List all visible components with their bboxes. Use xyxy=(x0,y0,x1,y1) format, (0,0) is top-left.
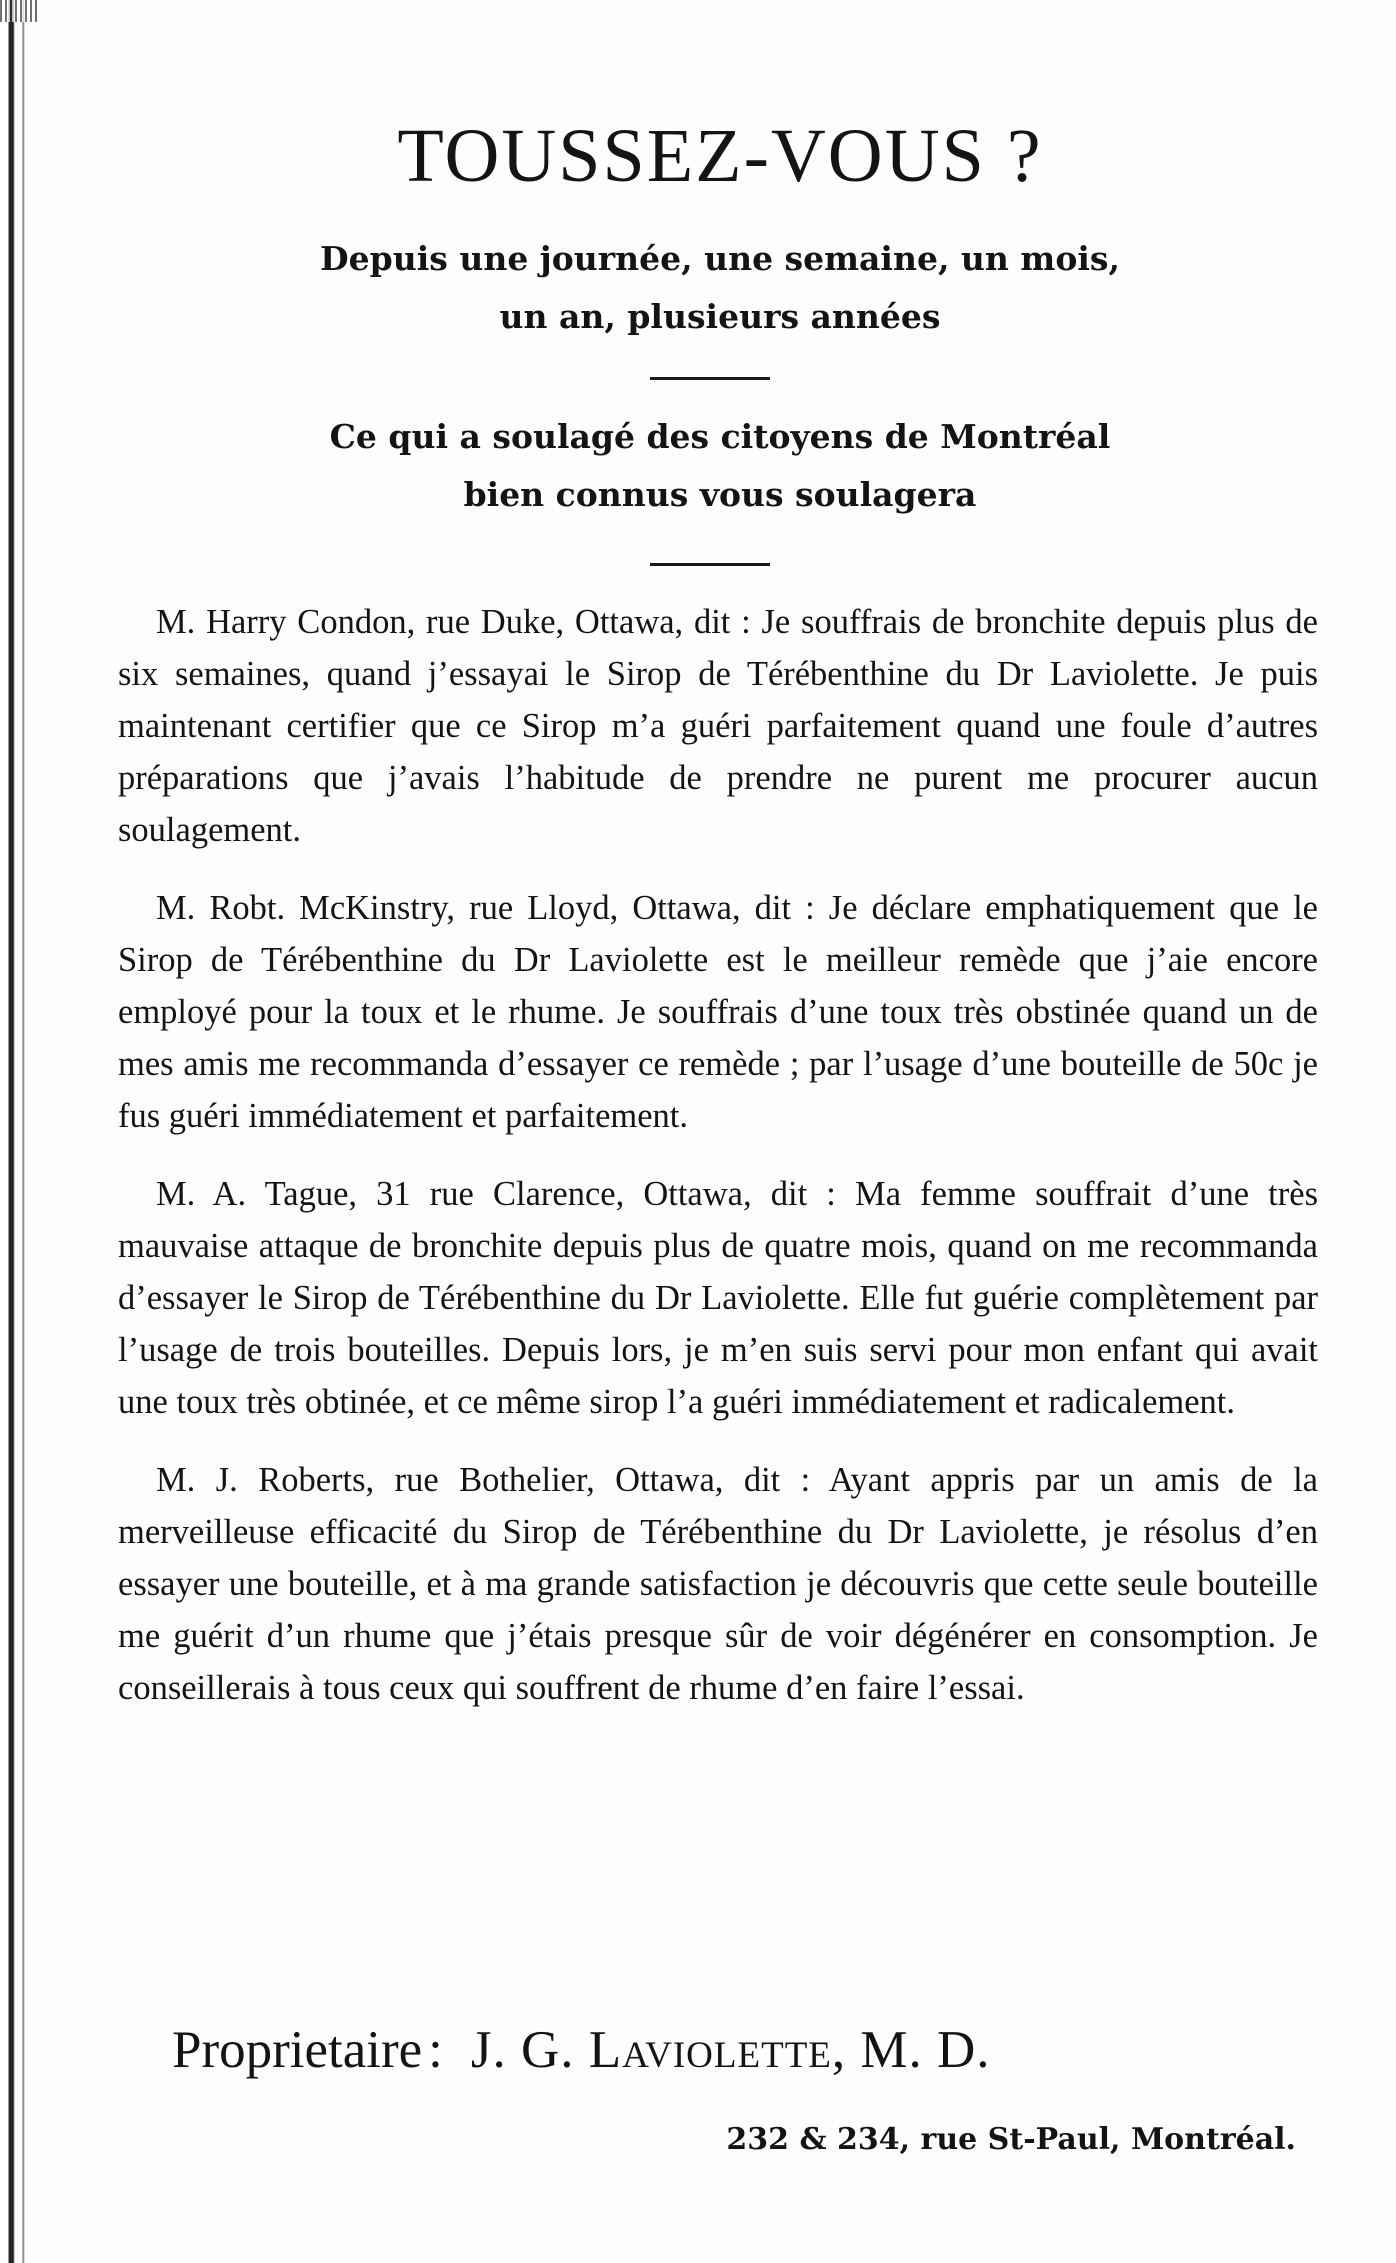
testimonial-tague: M. A. Tague, 31 rue Clarence, Ottawa, dit : Ma femme souffrait d’une très mauvaise attaque de bronchite depuis plus de quatre mois, quand on me recommanda d’essayer le Sirop de Térébenthine du Dr Laviolette. Elle fut guérie complètement par l’usage de trois bouteilles. Depuis lors, je m’en suis servi pour mon enfant qui avait une toux très obtinée, et ce même sirop l’a guéri immédiatement et radicalement. xyxy=(118,1175,1318,1421)
subtitle-line: un an, plusieurs années xyxy=(499,297,941,336)
proprietor-address: 232 & 234, rue St-Paul, Montréal. xyxy=(726,2122,1296,2157)
testimonial-condon: M. Harry Condon, rue Duke, Ottawa, dit : Je souffrais de bronchite depuis plus de six semaines, quand j’essayai le Sirop de Térébenthine du Dr Laviolette. Je puis maintenant certifier que ce Sirop m’a guéri parfaitement quand une foule d’autres préparations que j’avais l’habitude de prendre ne purent me procurer aucun soulagement. xyxy=(118,603,1318,849)
subtitle-line: Depuis une journée, une semaine, un mois, xyxy=(320,239,1120,278)
proprietor-label: Proprietaire xyxy=(172,2021,423,2079)
binding-speckle xyxy=(0,0,40,22)
subtitle-line: Ce qui a soulagé des citoyens de Montréal xyxy=(329,417,1111,456)
divider-rule xyxy=(650,563,770,566)
proprietor-name: J. G. Laviolette, M. D. xyxy=(470,2021,991,2079)
divider-rule xyxy=(650,377,770,380)
subtitle-claim xyxy=(118,408,1322,524)
ad-title: TOUSSEZ-VOUS ? xyxy=(397,114,1043,198)
testimonial-roberts: M. J. Roberts, rue Bothelier, Ottawa, dit : Ayant appris par un amis de la merveilleuse efficacité du Sirop de Térébenthine du Dr Laviolette, je résolus d’en essayer une bouteille, et à ma grande satisfaction je découvris que cette seule bouteille me guérit d’un rhume que j’étais presque sûr de voir dégénérer en consomption. Je conseillerais à tous ceux qui souffrent de rhume d’en faire l’essai. xyxy=(118,1461,1318,1707)
subtitle-line: bien connus vous soulagera xyxy=(463,475,977,514)
testimonials xyxy=(118,596,1318,1740)
proprietor-signature xyxy=(172,2021,1322,2079)
testimonial-mckinstry: M. Robt. McKinstry, rue Lloyd, Ottawa, dit : Je déclare emphatiquement que le Sirop de Térébenthine du Dr Laviolette est le meilleur remède que j’aie encore employé pour la toux et le rhume. Je souffrais d’une toux très obstinée quand un de mes amis me recommanda d’essayer ce remède ; par l’usage d’une bouteille de 50c je fus guéri immédiatement et parfaitement. xyxy=(118,889,1318,1135)
binding-edge xyxy=(0,0,34,2263)
advertisement xyxy=(118,0,1322,2263)
subtitle-duration xyxy=(118,230,1322,346)
proprietor-colon: : xyxy=(428,2021,443,2079)
